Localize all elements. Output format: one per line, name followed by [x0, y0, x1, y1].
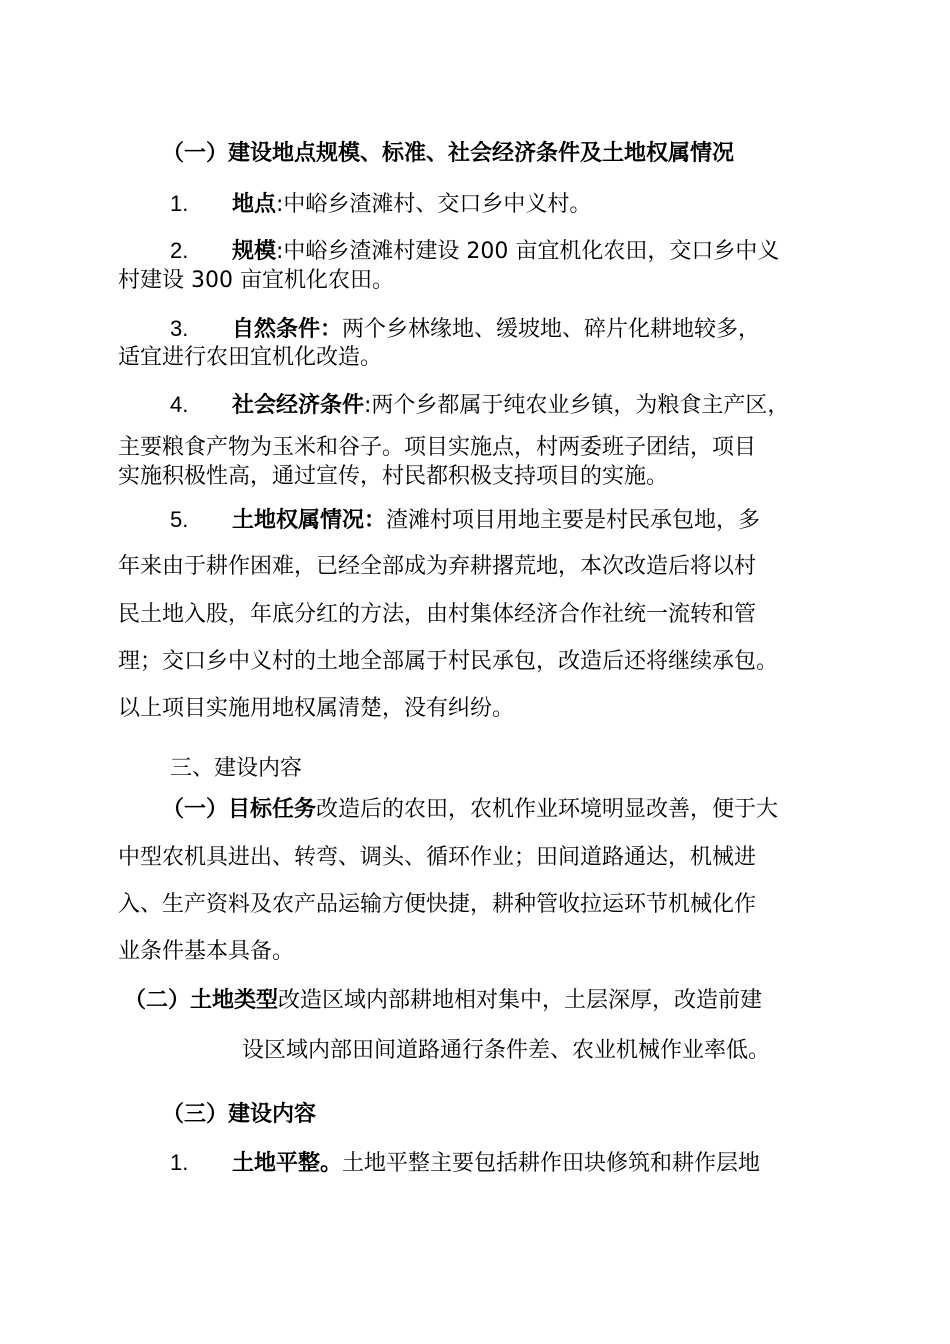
- land-type-label: （二）土地类型: [124, 988, 279, 1013]
- item-number: 3.: [170, 316, 189, 341]
- item-5-continuation: 年来由于耕作困难，已经全部成为弃耕撂荒地，本次改造后将以村: [118, 554, 757, 579]
- item-2-line: [170, 236, 779, 267]
- item-4-continuation: 主要粮食产物为玉米和谷子。项目实施点，村两委班子团结，项目: [118, 435, 757, 460]
- item-1-line: [170, 189, 591, 220]
- item-text: 渣滩村项目用地主要是村民承包地，多: [386, 508, 761, 533]
- item-5-line: [170, 505, 760, 536]
- item-text: :两个乡都属于纯农业乡镇，为粮食主产区，: [364, 393, 790, 418]
- item-4-line: [170, 390, 789, 421]
- item-5-continuation: 理；交口乡中义村的土地全部属于村民承包，改造后还将继续承包。: [118, 649, 779, 674]
- item-number: 1.: [170, 191, 189, 216]
- land-type-continuation: 设区域内部田间道路通行条件差、农业机械作业率低。: [242, 1038, 771, 1063]
- item-label: 规模: [232, 239, 277, 264]
- target-task-continuation: 中型农机具进出、转弯、调头、循环作业；田间道路通达，机械进: [118, 845, 757, 870]
- target-task-label: （一）目标任务: [162, 797, 317, 822]
- target-task-continuation: 业条件基本具备。: [118, 939, 295, 964]
- item-label: 地点: [232, 192, 277, 217]
- target-task-line: [162, 795, 778, 825]
- item-label: 土地权属情况：: [232, 508, 387, 533]
- item-text: 土地平整主要包括耕作田块修筑和耕作层地: [342, 1151, 761, 1176]
- item-text: :中峪乡渣滩村建设 200 亩宜机化农田，交口乡中义: [276, 239, 780, 264]
- land-type-text: 改造区域内部耕地相对集中，土层深厚，改造前建: [278, 988, 763, 1013]
- chapter-heading: 三、建设内容: [170, 756, 303, 781]
- target-task-text: 改造后的农田，农机作业环境明显改善，便于大: [316, 797, 779, 822]
- item-label: 社会经济条件: [232, 393, 365, 418]
- item-text: :中峪乡渣滩村、交口乡中义村。: [276, 192, 592, 217]
- item-label: 土地平整。: [232, 1151, 343, 1176]
- item-3-continuation: 适宜进行农田宜机化改造。: [118, 345, 383, 370]
- item-5-continuation: 民土地入股，年底分红的方法，由村集体经济合作社统一流转和管: [118, 602, 757, 627]
- content-item-1-line: [170, 1148, 760, 1179]
- item-text: 两个乡林缘地、缓坡地、碎片化耕地较多，: [342, 317, 761, 342]
- item-label: 自然条件：: [232, 317, 343, 342]
- target-task-continuation: 入、生产资料及农产品运输方便快捷，耕种管收拉运环节机械化作: [118, 892, 757, 917]
- land-type-line: [124, 986, 762, 1016]
- item-number: 5.: [170, 507, 189, 532]
- item-4-continuation: 实施积极性高，通过宣传，村民都积极支持项目的实施。: [118, 464, 669, 489]
- section-heading: （一）建设地点规模、标准、社会经济条件及土地权属情况: [162, 141, 735, 166]
- item-number: 2.: [170, 238, 189, 263]
- item-3-line: [170, 314, 760, 345]
- item-2-continuation: 村建设 300 亩宜机化农田。: [118, 268, 394, 293]
- item-5-continuation: 以上项目实施用地权属清楚，没有纠纷。: [118, 696, 515, 721]
- item-number: 1.: [170, 1150, 189, 1175]
- item-number: 4.: [170, 392, 189, 417]
- subsection-heading: （三）建设内容: [162, 1102, 317, 1127]
